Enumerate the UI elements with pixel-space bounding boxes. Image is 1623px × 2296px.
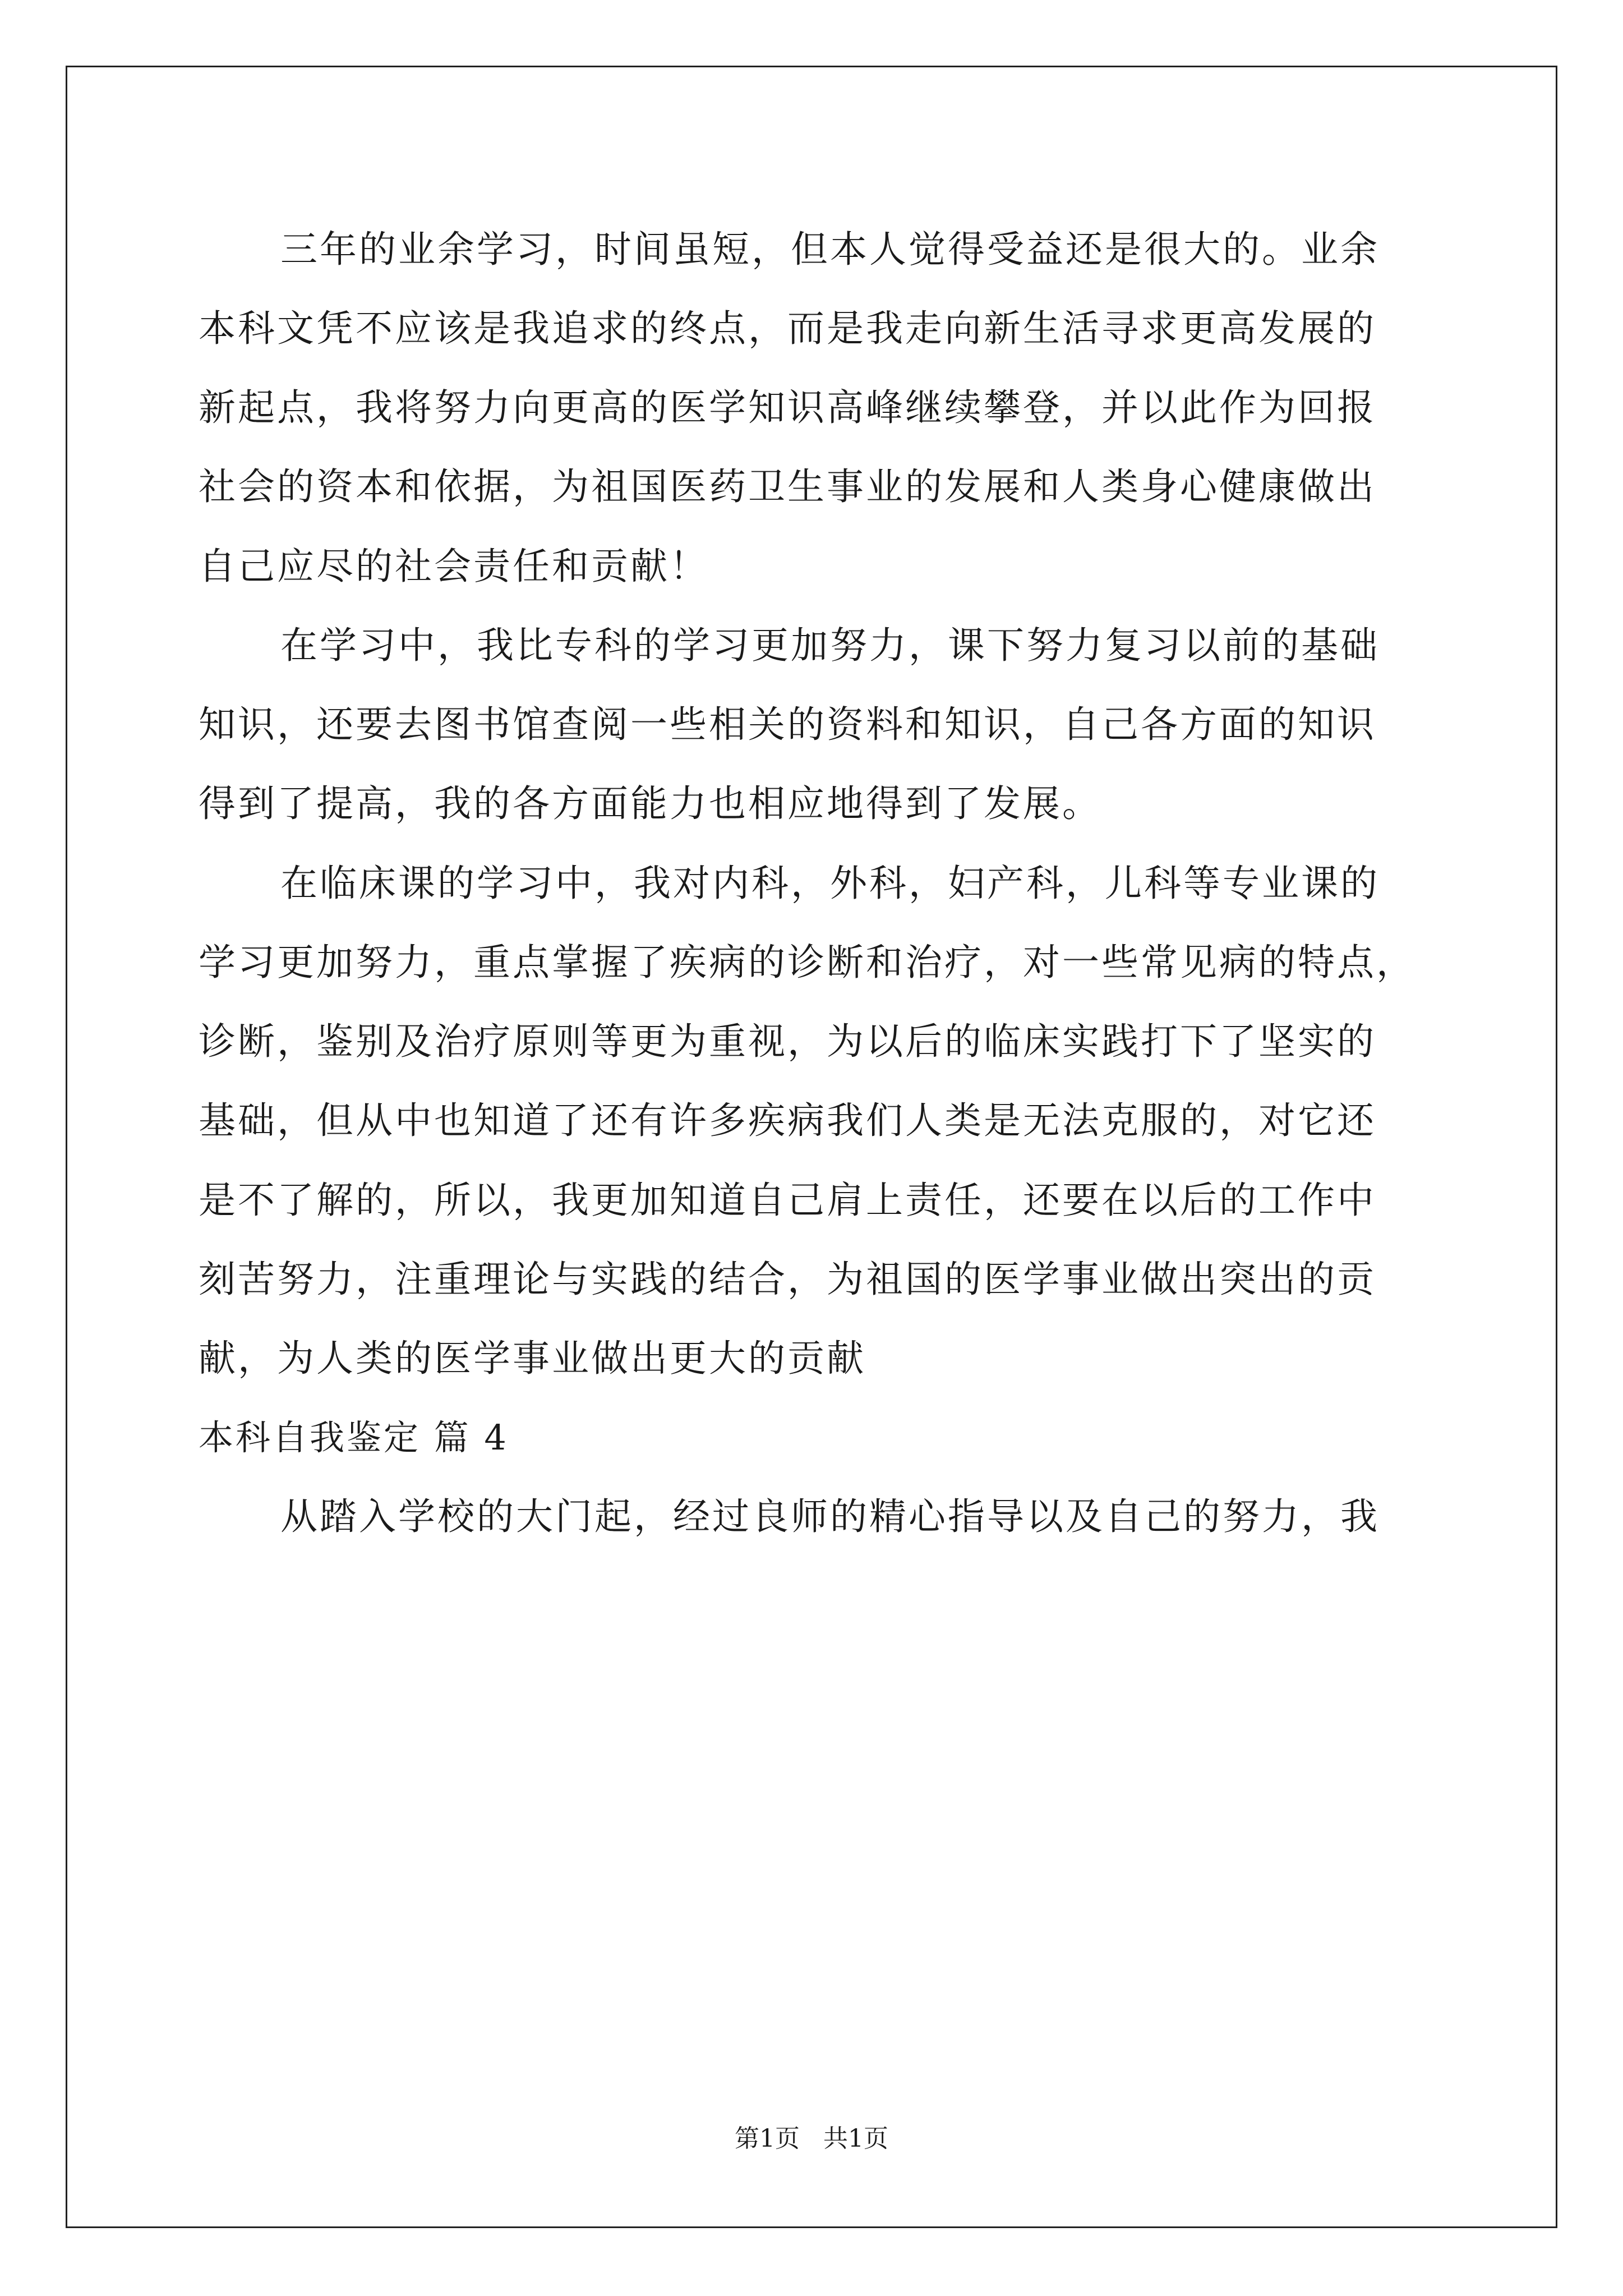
section-heading: 本科自我鉴定 篇 4 [199, 1417, 509, 1458]
paragraph-line: 自己应尽的社会责任和贡献！ [199, 545, 709, 588]
paragraph-line: 三年的业余学习，时间虽短，但本人觉得受益还是很大的。业余 [280, 228, 1380, 271]
paragraph-line: 刻苦努力，注重理论与实践的结合，为祖国的医学事业做出突出的贡 [199, 1258, 1376, 1301]
paragraph-line: 新起点，我将努力向更高的医学知识高峰继续攀登，并以此作为回报 [199, 386, 1376, 429]
paragraph-line: 在临床课的学习中，我对内科，外科，妇产科，儿科等专业课的 [280, 862, 1380, 905]
paragraph-line: 本科文凭不应该是我追求的终点，而是我走向新生活寻求更高发展的 [199, 307, 1376, 350]
paragraph-line: 从踏入学校的大门起，经过良师的精心指导以及自己的努力，我 [280, 1495, 1380, 1538]
paragraph-line: 在学习中，我比专科的学习更加努力，课下努力复习以前的基础 [280, 624, 1380, 667]
paragraph-line: 知识，还要去图书馆查阅一些相关的资料和知识，自己各方面的知识 [199, 703, 1376, 746]
paragraph-line: 诊断，鉴别及治疗原则等更为重视，为以后的临床实践打下了坚实的 [199, 1020, 1376, 1063]
paragraph-line: 是不了解的，所以，我更加知道自己肩上责任，还要在以后的工作中 [199, 1179, 1376, 1222]
paragraph-line: 社会的资本和依据，为祖国医药卫生事业的发展和人类身心健康做出 [199, 465, 1376, 508]
paragraph-line: 献，为人类的医学事业做出更大的贡献 [199, 1337, 866, 1380]
paragraph-line: 得到了提高，我的各方面能力也相应地得到了发展。 [199, 782, 1101, 825]
paragraph-line: 基础，但从中也知道了还有许多疾病我们人类是无法克服的，对它还 [199, 1099, 1376, 1142]
paragraph-line: 学习更加努力，重点掌握了疾病的诊断和治疗，对一些常见病的特点， [199, 941, 1415, 984]
page-footer: 第1页 共1页 [735, 2124, 888, 2153]
